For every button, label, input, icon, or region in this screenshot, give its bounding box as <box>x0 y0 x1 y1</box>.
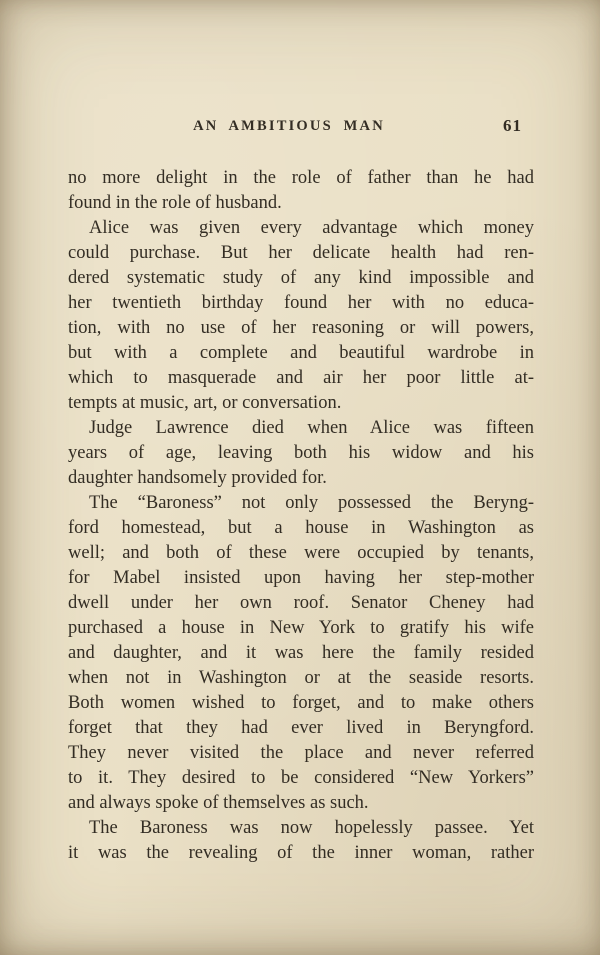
text-line: it was the revealing of the inner woman, rather <box>68 843 534 863</box>
text-line: years of age, leaving both his widow and his <box>68 443 534 463</box>
text-line: but with a complete and beautiful wardrobe in <box>68 343 534 363</box>
text-line: tion, with no use of her reasoning or will powers, <box>68 318 534 338</box>
text-line: Both women wished to forget, and to make others <box>68 693 534 713</box>
text-line: dered systematic study of any kind impossible and <box>68 268 534 288</box>
text-line: tempts at music, art, or conversation. <box>68 393 342 413</box>
text-line: The Baroness was now hopelessly passee. Yet <box>89 818 534 838</box>
page-number: 61 <box>503 116 522 135</box>
text-line: dwell under her own roof. Senator Cheney had <box>68 593 534 613</box>
text-line: and always spoke of themselves as such. <box>68 793 369 813</box>
text-line: Alice was given every advantage which money <box>89 218 534 238</box>
text-line: found in the role of husband. <box>68 193 282 213</box>
page-header <box>68 118 534 140</box>
text-line: well; and both of these were occupied by tenants, <box>68 543 534 563</box>
text-line: could purchase. But her delicate health had ren- <box>68 243 534 263</box>
text-line: when not in Washington or at the seaside resorts. <box>68 668 534 688</box>
text-line: forget that they had ever lived in Beryngford. <box>68 718 534 738</box>
page-body <box>68 166 534 866</box>
text-line: for Mabel insisted upon having her step-mother <box>68 568 534 588</box>
text-line: Judge Lawrence died when Alice was fifteen <box>89 418 534 438</box>
text-line: her twentieth birthday found her with no educa- <box>68 293 534 313</box>
text-line: to it. They desired to be considered “New Yorkers” <box>68 768 534 788</box>
text-line: purchased a house in New York to gratify his wife <box>68 618 534 638</box>
text-line: They never visited the place and never referred <box>68 743 534 763</box>
text-line: daughter handsomely provided for. <box>68 468 327 488</box>
text-line: The “Baroness” not only possessed the Beryng- <box>89 493 534 513</box>
text-line: and daughter, and it was here the family resided <box>68 643 534 663</box>
running-title: AN AMBITIOUS MAN <box>193 118 385 134</box>
text-line: which to masquerade and air her poor little at- <box>68 368 534 388</box>
text-line: ford homestead, but a house in Washington as <box>68 518 534 538</box>
text-line: no more delight in the role of father than he had <box>68 168 534 188</box>
